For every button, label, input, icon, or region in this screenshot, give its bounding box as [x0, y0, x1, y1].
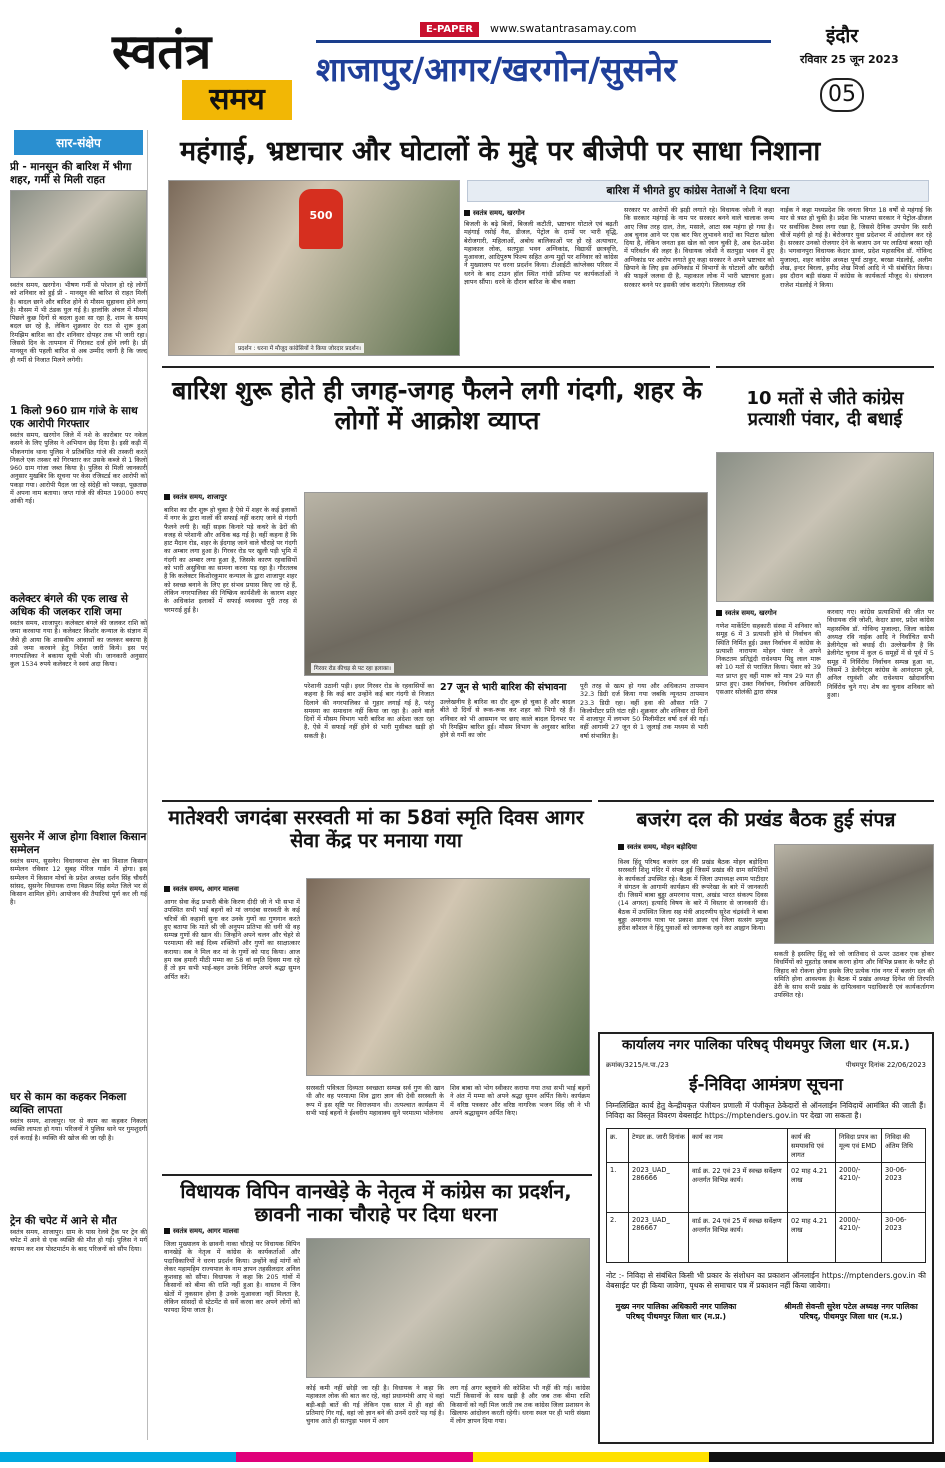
dharna-col-3: लग गई अगर ब्लूवाने की कोशिश भी नहीं की गई। कांग्रेस पार्टी किसानों के साथ खड़ी है और जब तक बीमा राशि किसानों को नहीं मिल जाती तब तक कांग्रेस जिला प्रशासन के खिलाफ आंदोलन करती रहेगी। धरना स्थल पर ही भारी संख्या में लोग ज्ञापन दिया गया। [450, 1384, 590, 1426]
rain-byline [164, 492, 227, 501]
byline-marker-icon [164, 886, 170, 892]
jagdamba-byline-text: स्वतंत्र समय, आगर मालवा [173, 885, 239, 893]
brief-water-body: स्वतंत्र समय, शाजापुर। कलेक्टर बंगले की जलकर राशि को जमा करवाया गया है। कलेक्टर किशोर कन्याल के संज्ञान में जैसे ही आया कि शासकीय आवासों का जलकर बकाया है उसे जमा करवाने हेतु निर्देश जारी किये। इस पर नगरपालिका ने बकाया सूची भेजी थी। जानकारी अनुसार कुल 1534 रुपये कलेक्टर ने स्वयं अदा किया। [10, 619, 147, 669]
lead-col-1: बिजली के बढ़े बिलों, बिजली कटौती, भ्रष्टाचार घोटाले एवं बढ़ती महंगाई रसोई गैस, डीजल, पेट्रोल के दामों पर भारी वृद्धि, बेरोजगारी, महिलाओं, अबोध बालिकाओं पर हो रहे अत्याचार, महाकाल लोक, सतपुड़ा भवन अग्निकांड, विद्यार्थी छात्रवृत्ति, मुआवजा, आदिपुरुष फिल्म सहित अन्य मुद्दों पर शनिवार को कांग्रेस ने मुख्यालय पर धरना प्रदर्शन किया। टीआईटी कांप्लेक्स परिसर में धरने के बाद टाउन हॉल स्थित गांधी प्रतिमा पर कार्यकर्ताओं ने ज्ञापन सौंपा। धरने के दौरान बारिश के बीच वक्ता [464, 220, 618, 287]
lead-photo-caption: प्रदर्शन : धरना में मौजूद कांग्रेसियों ने किया जोरदार प्रदर्शन। [235, 343, 364, 353]
strip-magenta [236, 1452, 472, 1462]
brief-ganja-body: स्वतंत्र समय, खरगोन जिले में नशे के कारोबार पर नकेल कसने के लिए पुलिस ने अभियान छेड़ दिया है। इसी कड़ी में भीकनगांव थाना पुलिस ने प्रतिबंधित गांजे की तस्करी करते निकले एक तस्कर को गिरफ्तार कर उसके कब्जे से 1 किलो 960 ग्राम गांजा जब्त किया है। पुलिस से मिली जानकारी अनुसार मुखबिर कि सूचना पर केस रजिस्टर्ड कर आरोपी को पकड़ा गया। आरोपी पैदल जा रहे संदेही को पकड़ा, पूछताछ में अपना नाम बताया। जप्त गांजे की कीमत 19000 रुपए आंकी गई। [10, 431, 147, 506]
byline-marker-icon [716, 610, 722, 616]
rain-col-4: पूरी तरह से खत्म हो गया और अधिकतम तापमान 32.3 डिग्री दर्ज किया गया जबकि न्यूनतम तापमान 23.3 डिग्री रहा। वहीं हवा की औसत गति 7 किलोमीटर प्रति घंटा रही। शुक्रवार और शनिवार दो दिनों में शाजापुर में लगभग 50 मिलीमीटर वर्षा दर्ज की गई। वहीं आगामी 27 जून से 1 जुलाई तक मध्यम से भारी वर्षा संभावित है। [580, 682, 708, 740]
brief-rain-body: स्वतंत्र समय, खरगोन। भीषण गर्मी से परेशान हो रहे लोगों को शनिवार को हुई प्री - मानसून की बारिश से राहत मिली है। बादल छाने और बारिश होने से मौसम सुहावना होने लगा है। मौसम में भी ठंडक घुल गई है। हालांकि अंचल में मौसम पिछले कुछ दिनों से बदला हुआ सा रहा है, शाम के समय बदल छा रहे है, लेकिन शुक्रवार देर रात से शुरू हुआ रिमझिम बारिश का दौर शनिवार दोपहर तक भी जारी रहा। जिससे दिन के तापमान में गिरावट दर्ज होने लगी है। प्री मानसून की पहली बारिश से अब उम्मीद जागी है कि जल्द ही गर्मी से निजात मिलने लगेगी। [10, 281, 147, 364]
epaper-badge: E-PAPER [420, 22, 479, 37]
th-last-date: निविदा की अंतिम तिथि [882, 1128, 926, 1162]
th-tender-no: टेण्डर क्र. जारी दिनांक [629, 1128, 689, 1162]
tender-table [606, 1128, 926, 1263]
bajrang-headline: बजरंग दल की प्रखंड बैठक हुई संपन्न [636, 808, 896, 831]
strip-black [709, 1452, 945, 1462]
edition-bar [316, 40, 771, 43]
brief-train-body: स्वतंत्र समय, शाजापुर। ग्राम के पास रेलवे ट्रैक पर ट्रेन की चपेट में आने से एक व्यक्ति की मौत हो गई। पुलिस ने मर्ग कायम कर शव पोस्टमार्टम के बाद परिजनों को सौंप दिया। [10, 1228, 147, 1253]
lead-story [162, 132, 934, 360]
brief-water-headline: कलेक्टर बंगले की एक लाख से अधिक की जलकर राशि जमा [10, 593, 128, 618]
lead-subhead: बारिश में भीगते हुए कांग्रेस नेताओं ने दिया धरना [467, 180, 929, 202]
logo-top: स्वतंत्र [112, 24, 212, 80]
jagdamba-col-3: शिव बाबा को भोग स्वीकार कराया गया तथा सभी भाई बहनों ने अंत में मम्मा को अपने श्रद्धा सुमन अर्पित किये। कार्यक्रम में वरिष्ठ पत्रकार और वरिष्ठ नागरिक भजन सिंह जी ने भी अपने श्रद्धासुमन अर्पित किए। [450, 1084, 590, 1117]
lead-col-2: सरकार पर आरोपों की झड़ी लगाते रहे। विधायक जोशी ने कहा कि सरकार महंगाई के नाम पर सरकार बनने वाले चालाक जन्म आए जिस तरह दाल, तेल, मसाले, आटा सब महंगा हो गया है। अब चुनाव आने पर एक बार फिर लुभावने वादों का पिटारा खोला दिया है, लेकिन जनता इस खेल को जान चुकी है, अब देश-प्रदेश में परिवर्तन की लहर है। विधायक जोशी ने सतपुड़ा भवन में हुए अग्निकांड पर आरोप लगाते हुए कहा सरकार ने अपने भ्रष्टाचार को छिपाने के लिए इस अग्निकांड में विभागों के घोटालों और खरीदी की फाइलें जलवा दी है, महाकाल लोक में भारी भ्रष्टाचार हुआ। सरकार बनने पर इसकी जांच कराएंगे। जिलाध्यक्ष रवि [624, 206, 774, 289]
brief-train-headline: ट्रेन की चपेट में आने से मौत [10, 1215, 117, 1227]
dharna-col-1: जिला मुख्यालय के छावनी नाका चौराहे पर विधायक विपिन वानखेड़े के नेतृत्व में कांग्रेस के कार्यकर्ताओं और पदाधिकारियों ने धरना प्रदर्शन किया। उन्होंने कई मांगों को लेकर महामहिम राज्यपाल के नाम ज्ञापन तहसीलदार अनिल कुशवाह को सौंपा। विधायक ने कहा कि 205 गांवों में किसानों को बीमा की राशि नहीं हुआ है। वास्तव में जिन खेतों में नुकसान होना है उनके मुआवजा नहीं मिलता है, लेकिन सांसदों से स्टेटमेंट से सर्वे करवा कर अपने लोगों को फायदा दिया जाता है। [164, 1240, 300, 1315]
pawar-col-1: गणेश मार्केटिंग सहकारी संस्था में शनिवार को समूह 6 में 3 प्रत्याशी होने से निर्वाचन की स्थिति निर्मित हुई। उक्त निर्वाचन में कांग्रेस के प्रत्याशी नारायण मोहन पंवार ने अपने निकटतम प्रतिद्वंदी राधेश्याम मिट्ठू लाल मारू को 10 मतों से पराजित किया। पंवार को 39 मत प्राप्त हुए वहीं मारू को मात्र 29 मत ही प्राप्त हुए। उक्त निर्वाचन, निर्वाचन अधिकारी एसआर सोलंकी द्वारा संपन्न [716, 622, 821, 697]
dharna-story [162, 1174, 592, 1444]
brief-rain-photo [10, 190, 147, 278]
table-row [607, 1212, 926, 1262]
lead-headline: महंगाई, भ्रष्टाचार और घोटालों के मुद्दे पर बीजेपी पर साधा निशाना [180, 136, 821, 167]
gas-cylinder-prop [299, 189, 343, 249]
strip-cyan [0, 1452, 236, 1462]
brief-ganja-headline: 1 किलो 960 ग्राम गांजे के साथ एक आरोपी गिरफ्तार [10, 405, 138, 430]
th-work-name: कार्य का नाम [689, 1128, 788, 1162]
byline-marker-icon [164, 494, 170, 500]
edition-title: शाजापुर/आगर/खरगोन/सुसनेर [316, 50, 677, 89]
rain-photo-caption: गिरवर रोड कीचड़ से पट रहा इलाका। [311, 663, 394, 673]
table-row [607, 1162, 926, 1212]
rain-headline: बारिश शुरू होते ही जगह-जगह फैलने लगी गंदगी, शहर के लोगों में आक्रोश व्याप्त [172, 376, 702, 435]
jagdamba-byline [164, 884, 239, 893]
pawar-headline: 10 मतों से जीते कांग्रेस प्रत्याशी पंवार, दी बधाई [746, 388, 904, 431]
pawar-photo [716, 452, 934, 602]
pawar-col-2: करवाए गए। कांग्रेस प्रत्याशियों की जीत पर विधायक रवि जोशी, केदार डावर, प्रदेश कांग्रेस महासचिव डॉ. गोविन्द मुजाल्दा, जिला कांग्रेस अध्यक्ष रवि नाईक आदि ने निर्वाचित सभी डेलीगेट्स को बधाई दी। उल्लेखनीय है कि डेलीगेट चुनाव में कुल 6 समूहों में से पूर्व में 5 समूह में निर्विरोध निर्वाचन सम्पन्न हुआ था, जिसमें 3 डेलीगेट्स कांग्रेस के आनंदराम दुबे, अनिल रघुवंशी और राधेश्याम खोदावरिया निर्विरोध चुने गए। शेष का चुनाव शनिवार को हुआ। [827, 608, 934, 699]
tender-office: कार्यालय नगर पालिका परिषद् पीथमपुर जिला धार (म.प्र.) [622, 1037, 910, 1053]
lead-col-3: नाईक ने कहा मध्यप्रदेश कि जनता विगत 18 वर्षों से महंगाई कि मार से त्रस्त हो चुकी है। प्रदेश कि भाजपा सरकार ने पेट्रोल-डीजल पर सर्वाधिक टैक्स लगा रखा है, जिससे दैनिक उपयोग कि सारी चीजें महंगी हो गई है। बेरोजगार युवा प्रदेशभर में आंदोलन कर रहे है। सरकार उनको रोजगार देने के बजाय उन पर लाठियां बरसा रही है। भगवानपुरा विधायक केदार डावर, प्रदेश महासचिव डॉ. गोविन्द मुजाल्दा, शहर कांग्रेस अध्यक्ष पूर्णा ठाकुर, बरखा मंडलोई, अलीम शेख, इन्दर बिरला, हमीद शेख मिर्जा आदि ने भी संबोधित किया। इस दौरान बड़ी संख्या में कांग्रेस के कार्यकर्ता मौजूद थे। संचालन राजेश मंडलोई ने किया। [780, 206, 932, 289]
cell: वार्ड क्र. 24 एवं 25 में स्वच्छ सर्वेक्षण अन्तर्गत विभिन्न कार्य। [689, 1212, 788, 1262]
cell: 2. [607, 1212, 629, 1262]
cell: 1. [607, 1162, 629, 1212]
jagdamba-photo [306, 878, 590, 1076]
jagdamba-story [162, 800, 592, 1170]
logo-bottom: समय [182, 80, 292, 120]
jagdamba-headline: मातेश्वरी जगदंबा सरस्वती मां का 58वां स्मृति दिवस आगर सेवा केंद्र पर मनाया गया [168, 806, 584, 852]
lead-byline [464, 208, 525, 217]
bajrang-story [598, 800, 934, 1028]
forecast-headline: 27 जून से भारी बारिश की संभावना [440, 682, 567, 693]
bajrang-col-2: सकती है इसलिए हिंदू को जो जातिवाद से ऊपर उठकर एक होकर विधर्मियों को मुहतोड़ जवाब करना होगा और विभिन्न प्रकार के फ्लैट हो जिहाद को रोकना होगा इसके लिए प्रत्येक गांव नगर में बजरंग दल की समिति होना आवश्यक है। बैठक में प्रखंड अध्यक्ष दिनेश जी तिरपति ढेरी के साथ सभी प्रखंड के दायित्ववान पदाधिकारी एवं कार्यकर्तागण उपस्थित रहे। [774, 950, 934, 1000]
tender-table-header [607, 1128, 926, 1162]
brief-missing-headline: घर से काम का कहकर निकला व्यक्ति लापता [10, 1091, 127, 1116]
byline-marker-icon [164, 1228, 170, 1234]
date-label: रविवार 25 जून 2023 [800, 53, 899, 66]
bajrang-col-1: विश्व हिंदू परिषद बजरंग दल की प्रखंड बैठक मोहन बड़ोदिया सरस्वती शिशु मंदिर में संपन्न हुई जिसमें प्रखंड की ग्राम समितियों के कार्यकर्ता उपस्थित रहे। बैठक में जिला उपाध्यक्ष श्याम पाटीदार ने संगठन के आगामी कार्यक्रम की रूपरेखा के बारे में जानकारी दी। जिसमें बाबा बुड्ढा अमरनाथ यात्रा, अखंड भारत संकल्प दिवस (14 अगस्त) इत्यादि विषय के बारे में विस्तार से जानकारी दी। बैठक में उपस्थित जिला सह मंत्री आदरणीय सुरेश चंद्रवंशी ने बाबा बुड्डा अमरनाथ यात्रा पर प्रकाश डाला एवं जिला सत्संग प्रमुख हरीश कौशल ने हिंदू युवाओं को जागरूक रहने का आह्वान किया। [618, 858, 768, 933]
dharna-photo [306, 1238, 590, 1378]
brief-missing-body: स्वतंत्र समय, शाजापुर। घर से काम का कहकर निकला व्यक्ति लापता हो गया। परिजनों ने पुलिस थाने पर गुमशुदगी दर्ज कराई है। व्यक्ति की खोज की जा रही है। [10, 1117, 147, 1142]
th-duration: कार्य की समयावधि एवं लागत [788, 1128, 836, 1162]
lead-photo [168, 180, 460, 356]
tender-sign-right: श्रीमती सेवन्ती सुरेश पटेल अध्यक्ष नगर पालिका परिषद्, पीथमपुर जिला धार (म.प्र.) [784, 1301, 918, 1321]
rain-col-2: परेशानी उठानी पड़ी। इधर गिरवर रोड के रहवासियों का कहना है कि कई बार उन्होंने कई बार गंदगी से निजात दिलाने की नगरपालिका से गुहार लगाई गई है, परंतु समस्या का समाधान नहीं किया जा रहा है। आने वाले दिनों में मौसम विभाग भारी बारिश का अंदेशा जता रहा है, ऐसे में सफाई नहीं होने से भारी मुसीबत खड़ी हो सकती है। [304, 682, 434, 740]
tender-intro: निम्नलिखित कार्य हेतु केन्द्रीयकृत पंजीयन प्रणाली में पंजीकृत ठेकेदारों से ऑनलाईन निविदायें आमंत्रित की जाती हैं। निविदा का विस्तृत विवरण वेबसाईट https://mptenders.gov.in पर देखा जा सकता है। [606, 1100, 926, 1121]
cylinder-label: 500 [309, 209, 333, 222]
sidebar-title: सार-संक्षेप [14, 130, 143, 155]
dharna-byline [164, 1226, 239, 1235]
dharna-headline: विधायक विपिन वानखेड़े के नेतृत्व में कांग्रेस का प्रदर्शन, छावनी नाका चौराहे पर दिया धरना [180, 1180, 572, 1226]
tender-ref-row [606, 1060, 926, 1069]
tender-signatures [606, 1302, 926, 1322]
pawar-byline [716, 608, 777, 617]
byline-marker-icon [464, 210, 470, 216]
bottom-color-strip [0, 1452, 945, 1462]
brief-susner-body: स्वतंत्र समय, सुसनेर। विधानसभा क्षेत्र का विशाल किसान सम्मेलन रविवार 12 सुबह मेरिज गार्डन में होगा। इस सम्मेलन में किसान मोर्चा के प्रदेश अध्यक्ष दर्शन सिंह चौधरी सांसद, सुसनेर विधायक राणा विक्रम सिंह समेत जिले भर से किसान शामिल होंगे। आयोजन की तैयारियां पूर्ण कर ली गई है। [10, 857, 147, 907]
rain-story [162, 366, 710, 796]
city-label: इंदौर [826, 25, 859, 47]
pawar-byline-text: स्वतंत्र समय, खरगोन [725, 609, 777, 617]
brief-rain-headline: प्री - मानसून की बारिश में भीगा शहर, गर्मी से मिली राहत [10, 161, 132, 186]
cell: 02 माह 4.21 लाख [788, 1162, 836, 1212]
cell: 2023_UAD_ 286666 [629, 1162, 689, 1212]
page-number: 05 [820, 78, 864, 112]
rain-col-3: उल्लेखनीय है बारिश का दौर शुरू हो चुका है और बादल बीते दो दिनों से रूक-रूक कर शहर को भिगो रहे हैं। शनिवार को भी आसमान पर छाए काले बादल दिनभर पर भी रिमझिम बारिश हुई। मौसम विभाग के अनुसार बारिश होने से गर्मी का जोर [440, 698, 575, 740]
rain-byline-text: स्वतंत्र समय, शाजापुर [173, 493, 227, 501]
cell: 2000/- 4210/- [836, 1212, 882, 1262]
site-url[interactable]: www.swatantrasamay.com [490, 22, 637, 35]
cell: 30-06-2023 [882, 1162, 926, 1212]
brief-susner-headline: सुसनेर में आज होगा विशाल किसान सम्मेलन [10, 831, 147, 856]
th-form-fee: निविदा प्रपत्र का मूल्य एवं EMD [836, 1128, 882, 1162]
masthead [0, 0, 945, 127]
tender-title: ई-निविदा आमंत्रण सूचना [689, 1074, 843, 1095]
tender-notice [598, 1032, 934, 1444]
bajrang-byline-text: स्वतंत्र समय, मोहन बड़ोदिया [627, 843, 697, 851]
pawar-story [716, 366, 934, 796]
tender-date: पीथमपुर दिनांक 22/06/2023 [845, 1060, 926, 1069]
tender-note: नोट :- निविदा से संबंधित किसी भी प्रकार के संशोधन का प्रकाशन ऑनलाईन https://mptenders.gov.in की वेबसाईट पर ही किया जावेगा, पृथक से समाचार पत्र में प्रकाशन नहीं किया जावेगा। [606, 1270, 926, 1291]
bajrang-photo [774, 844, 934, 944]
th-serial: क्र. [607, 1128, 629, 1162]
strip-yellow [473, 1452, 709, 1462]
tender-sign-left: मुख्य नगर पालिका अधिकारी नगर पालिका परिषद् पीथमपुर जिला धार (म.प्र.) [615, 1301, 737, 1321]
dharna-col-2: कोई कमी नहीं छोड़ी जा रही है। विधायक ने कहा कि महाकाल लोक की बात कर रहे, वहां प्रधानमंत्री आए थे वहां बड़ी-बड़ी बातें की गई लेकिन एक साल में ही वहां की प्रतिमाएं गिर गई, वहां जो ज्ञान बने की उनमें दरारें पड़ गई है। चुनाव आते ही सतपुड़ा भवन में आग [306, 1384, 444, 1426]
dharna-byline-text: स्वतंत्र समय, आगर मालवा [173, 1227, 239, 1235]
logo [112, 18, 297, 123]
cell: वार्ड क्र. 22 एवं 23 में स्वच्छ सर्वेक्षण अन्तर्गत विभिन्न कार्य। [689, 1162, 788, 1212]
cell: 2000/- 4210/- [836, 1162, 882, 1212]
jagdamba-col-2: सरस्वती पवित्रता दिव्यता स्वच्छता सम्पन्न सर्व गुण की खान थी और वह परमात्मा शिव द्वारा ज्ञान की देवी सरस्वती के रूप में इस सृष्टि पर विराजमान थी। तत्पश्चात कार्यक्रम में सभी भाई बहनों ने ईश्वरीय महावाक्य सुने परमात्मा भोलेनाथ [306, 1084, 444, 1117]
jagdamba-col-1: आगर सेवा केंद्र प्रभारी बीके किरण दीदी जी ने भी सभा में उपस्थित सभी भाई बहनों को मां जगदंबा सरस्वती के कई चरित्रों की कहानी सुना कर उनके गुणों का गुणगान करते हुए बताया कि माते श्री जी अनुपम प्रतिभा की धनी थी वह सम्पन्न गुणों की खान थी। जिन्होंने अपने चलन और चेहरे से परमात्मा की कई दिव्य शक्तियों और गुणों का साक्षात्कार कराया। सब ने मिल कर मां के गुणों को याद किया। आज हम सब हमारी मीठी मम्मा का 58 वां स्मृति दिवस मना रहे हैं तो हम सभी भाई-बहन उनके निमित्त अपने श्रद्धा सुमन अर्पित करें। [164, 898, 300, 981]
cell: 30-06-2023 [882, 1212, 926, 1262]
sidebar-brief [10, 130, 148, 1440]
tender-ref: क्रमांक/3215/न.पा./23 [606, 1060, 669, 1069]
byline-marker-icon [618, 844, 624, 850]
lead-byline-text: स्वतंत्र समय, खरगोन [473, 209, 525, 217]
rain-col-1: बारिश का दौर शुरू हो चुका है ऐसे में शहर के कई इलाकों में नगर के द्वारा नालों की सफाई नहीं कराए जाने से गंदगी फैलने लगी है। वहीं सड़क किनारे पड़े कचरे के ढेरों की वजह से परेशानी और अधिक बढ़ गई है। वहीं कहना है कि हाट मैदान रोड, शहर के ईदगाह जाने वाले चौराहे पर गंदगी का अम्बार लगा हुआ है। गिरवर रोड पर खुली पड़ी भूमि में गंदगी का अम्बार लगा हुआ है, जिसके कारण रहवासियों को भारी असुविधा का सामना करना पड़ रहा है। गौरतलब है कि कलेक्टर किशोरकुमार कन्याल के द्वारा शाजापुर शहर को स्वच्छ बनाने के लिए हर संभव प्रयास किए जा रहे हैं, लेकिन नगरपालिका की निष्क्रिय कार्यशैली के कारण शहर के अधिकांश इलाकों में सफाई व्यवस्था पूरी तरह से चरमराई हुई है। [164, 506, 297, 614]
cell: 02 माह 4.21 लाख [788, 1212, 836, 1262]
bajrang-byline [618, 842, 697, 851]
cell: 2023_UAD_ 286667 [629, 1212, 689, 1262]
rain-photo [304, 492, 708, 676]
